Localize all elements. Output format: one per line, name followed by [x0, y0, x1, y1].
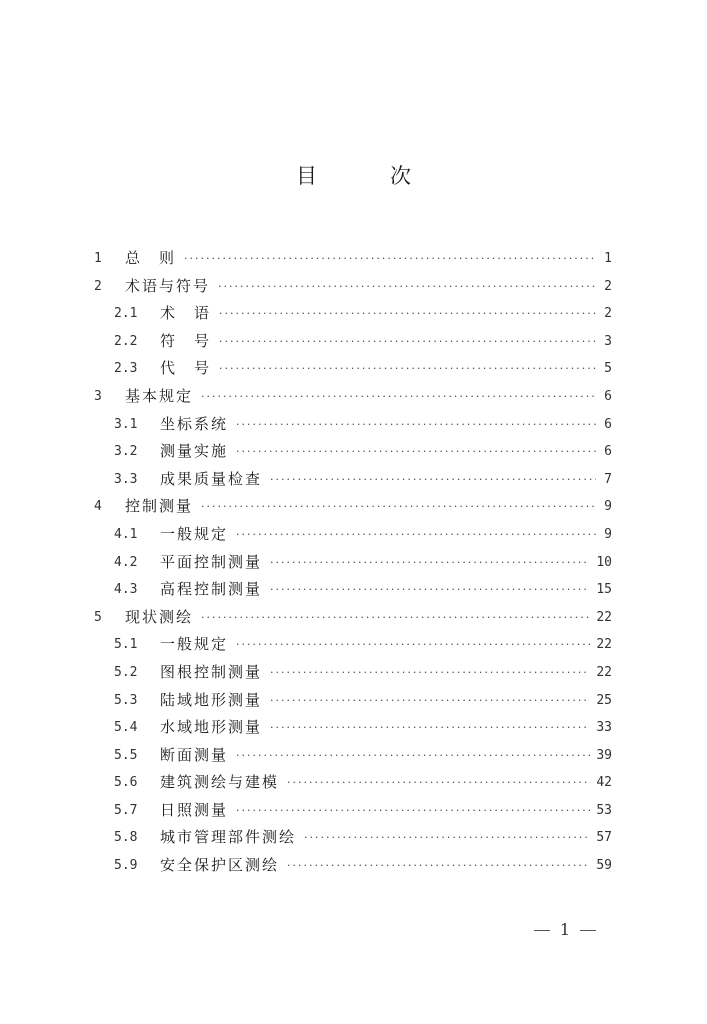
toc-entry-page: 22 [596, 664, 612, 680]
toc-entry-label: 代 号 [160, 359, 212, 378]
toc-entry-number: 5.6 [114, 775, 138, 791]
toc-entry-number: 2.3 [114, 361, 138, 377]
toc-leader-dots [270, 466, 596, 494]
toc-entry-page: 22 [596, 637, 612, 653]
toc-entry-page: 25 [596, 692, 612, 708]
toc-title: 目 次 [296, 164, 437, 188]
toc-entry-number: 4.3 [114, 582, 138, 598]
toc-leader-dots [201, 604, 590, 632]
toc-entry-page: 3 [604, 333, 612, 349]
toc-entry-5-6[interactable] [94, 769, 612, 797]
toc-entry-label: 平面控制测量 [160, 552, 263, 571]
toc-entry-page: 5 [604, 361, 612, 377]
toc-entry-label: 符 号 [160, 331, 212, 350]
toc-leader-dots [218, 273, 596, 301]
toc-leader-dots [219, 328, 596, 356]
toc-entry-label: 建筑测绘与建模 [160, 773, 280, 792]
toc-entry-2-1[interactable] [94, 300, 612, 328]
toc-leader-dots [270, 714, 590, 742]
toc-entry-number: 3.3 [114, 471, 138, 487]
toc-entry-number: 5.5 [114, 747, 138, 763]
toc-entry-label: 一般规定 [160, 635, 229, 654]
toc-entry-page: 7 [604, 471, 612, 487]
table-of-contents [94, 245, 612, 880]
toc-entry-number: 4 [94, 499, 102, 515]
toc-leader-dots [270, 576, 590, 604]
toc-entry-3-3[interactable] [94, 466, 612, 494]
toc-entry-number: 5.4 [114, 720, 138, 736]
toc-leader-dots [304, 824, 590, 852]
toc-entry-label: 日照测量 [160, 800, 229, 819]
toc-leader-dots [236, 742, 590, 770]
toc-entry-4[interactable] [94, 493, 612, 521]
toc-entry-page: 59 [596, 858, 612, 874]
toc-leader-dots [236, 438, 596, 466]
toc-entry-5-3[interactable] [94, 687, 612, 715]
toc-entry-2-3[interactable] [94, 355, 612, 383]
toc-entry-label: 图根控制测量 [160, 662, 263, 681]
toc-entry-5-4[interactable] [94, 714, 612, 742]
toc-leader-dots [219, 355, 596, 383]
toc-entry-label: 一般规定 [160, 524, 229, 543]
toc-entry-page: 6 [604, 444, 612, 460]
toc-leader-dots [184, 245, 596, 273]
toc-entry-number: 1 [94, 251, 102, 266]
toc-entry-page: 1 [604, 251, 612, 266]
toc-entry-page: 6 [604, 416, 612, 432]
toc-entry-label: 测量实施 [160, 442, 229, 461]
toc-entry-label: 陆域地形测量 [160, 690, 263, 709]
toc-entry-page: 10 [596, 554, 612, 570]
toc-entry-page: 33 [596, 720, 612, 736]
toc-entry-label: 基本规定 [125, 386, 194, 405]
toc-entry-5[interactable] [94, 604, 612, 632]
toc-entry-label: 成果质量检查 [160, 469, 263, 488]
toc-entry-5-1[interactable] [94, 631, 612, 659]
toc-entry-page: 9 [604, 499, 612, 515]
toc-leader-dots [287, 769, 590, 797]
toc-entry-number: 5.1 [114, 637, 138, 653]
toc-entry-page: 2 [604, 278, 612, 294]
toc-entry-number: 5 [94, 609, 102, 625]
page-number: 1 [559, 920, 571, 939]
toc-leader-dots [201, 383, 596, 411]
toc-entry-2[interactable] [94, 273, 612, 301]
toc-entry-label: 控制测量 [125, 497, 194, 516]
toc-leader-dots [270, 659, 590, 687]
toc-entry-label: 术 语 [160, 304, 212, 323]
toc-entry-page: 9 [604, 526, 612, 542]
toc-entry-number: 4.1 [114, 526, 138, 542]
toc-entry-number: 5.8 [114, 830, 138, 846]
toc-leader-dots [219, 300, 596, 328]
toc-entry-page: 42 [596, 775, 612, 791]
toc-entry-3[interactable] [94, 383, 612, 411]
toc-entry-1[interactable] [94, 245, 612, 273]
toc-entry-label: 水域地形测量 [160, 718, 263, 737]
toc-entry-4-3[interactable] [94, 576, 612, 604]
toc-leader-dots [236, 521, 596, 549]
toc-entry-label: 总 则 [125, 249, 177, 267]
toc-leader-dots [236, 411, 596, 439]
toc-entry-page: 15 [596, 582, 612, 598]
toc-entry-5-9[interactable] [94, 852, 612, 880]
toc-entry-page: 2 [604, 306, 612, 322]
toc-leader-dots [201, 493, 596, 521]
toc-entry-3-1[interactable] [94, 411, 612, 439]
toc-leader-dots [236, 797, 590, 825]
toc-entry-page: 6 [604, 388, 612, 404]
toc-entry-label: 现状测绘 [125, 607, 194, 626]
toc-entry-page: 53 [596, 802, 612, 818]
toc-entry-number: 3 [94, 388, 102, 404]
toc-entry-2-2[interactable] [94, 328, 612, 356]
toc-entry-3-2[interactable] [94, 438, 612, 466]
toc-entry-number: 5.7 [114, 802, 138, 818]
toc-entry-number: 4.2 [114, 554, 138, 570]
toc-leader-dots [287, 852, 590, 880]
toc-entry-label: 高程控制测量 [160, 580, 263, 599]
toc-entry-label: 断面测量 [160, 745, 229, 764]
toc-leader-dots [270, 549, 590, 577]
toc-entry-5-8[interactable] [94, 824, 612, 852]
toc-entry-number: 3.2 [114, 444, 138, 460]
toc-entry-4-1[interactable] [94, 521, 612, 549]
toc-entry-label: 城市管理部件测绘 [160, 828, 297, 847]
footer-dash-left [534, 930, 550, 931]
toc-entry-number: 5.3 [114, 692, 138, 708]
toc-leader-dots [270, 687, 590, 715]
page-footer [0, 920, 707, 939]
toc-leader-dots [236, 631, 590, 659]
footer-dash-right [580, 930, 596, 931]
toc-entry-5-5[interactable] [94, 742, 612, 770]
toc-entry-4-2[interactable] [94, 549, 612, 577]
toc-entry-label: 术语与符号 [125, 276, 211, 295]
toc-entry-page: 22 [596, 609, 612, 625]
toc-entry-5-2[interactable] [94, 659, 612, 687]
toc-entry-number: 2 [94, 278, 102, 294]
toc-entry-5-7[interactable] [94, 797, 612, 825]
toc-entry-label: 坐标系统 [160, 414, 229, 433]
toc-entry-number: 5.9 [114, 858, 138, 874]
toc-entry-number: 2.1 [114, 306, 138, 322]
toc-entry-page: 39 [596, 747, 612, 763]
toc-entry-number: 3.1 [114, 416, 138, 432]
toc-entry-number: 2.2 [114, 333, 138, 349]
toc-entry-label: 安全保护区测绘 [160, 856, 280, 875]
toc-entry-page: 57 [596, 830, 612, 846]
toc-entry-number: 5.2 [114, 664, 138, 680]
